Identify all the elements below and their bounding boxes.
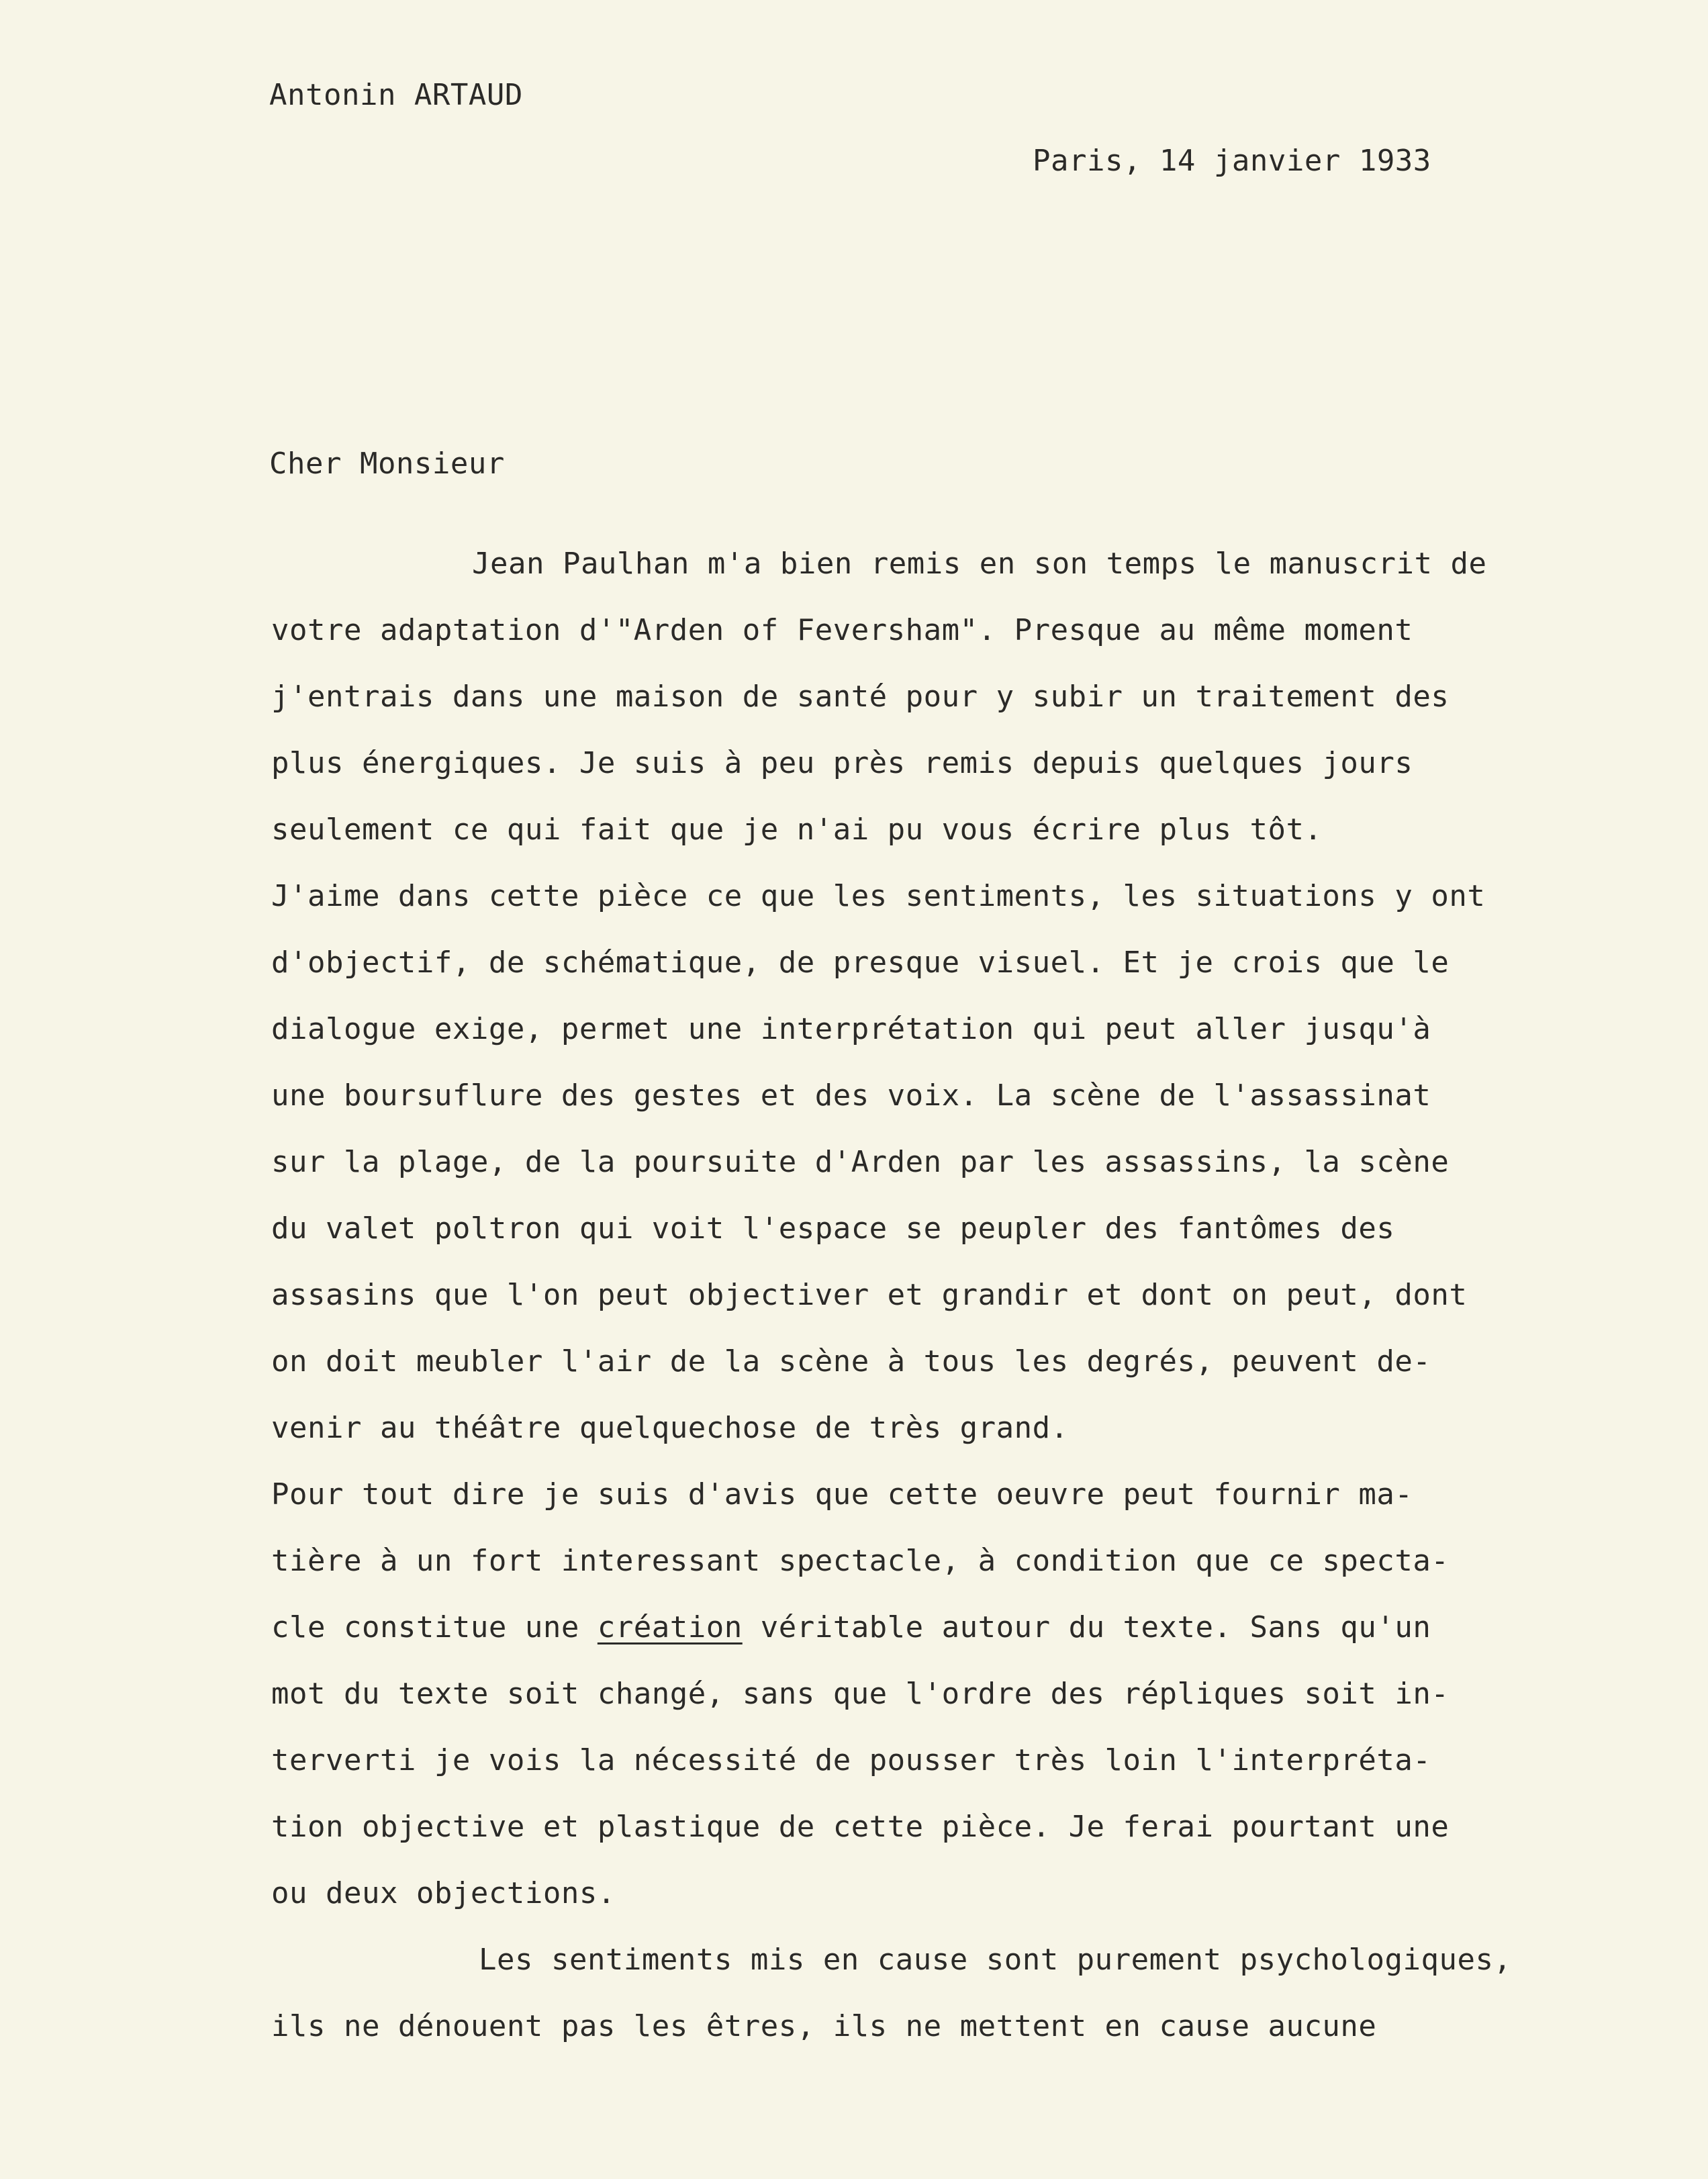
body-line-part: cle constitue une [271,1610,598,1644]
body-line: terverti je vois la nécessité de pousser très loin l'interpréta- [271,1743,1431,1777]
body-line: venir au théâtre quelquechose de très grand. [271,1411,1069,1445]
body-line: Jean Paulhan m'a bien remis en son temps le manuscrit de [472,547,1487,581]
body-line: sur la plage, de la poursuite d'Arden par les assassins, la scène [271,1145,1450,1179]
underlined-word: création [597,1610,743,1644]
body-line-part: véritable autour du texte. Sans qu'un [742,1610,1431,1644]
body-line: Les sentiments mis en cause sont purement psychologiques, [479,1943,1512,1977]
place-date: Paris, 14 janvier 1933 [1033,144,1431,178]
salutation: Cher Monsieur [269,447,505,481]
body-line: on doit meubler l'air de la scène à tous les degrés, peuvent de- [271,1344,1431,1379]
body-line: une boursuflure des gestes et des voix. La scène de l'assassinat [271,1078,1431,1113]
body-line: Pour tout dire je suis d'avis que cette oeuvre peut fournir ma- [271,1477,1413,1512]
body-line: ils ne dénouent pas les êtres, ils ne mettent en cause aucune [271,2009,1377,2043]
body-line: tière à un fort interessant spectacle, à condition que ce specta- [271,1544,1450,1578]
body-line [271,1610,1431,1644]
body-line: tion objective et plastique de cette pièce. Je ferai pourtant une [271,1810,1450,1844]
body-line: mot du texte soit changé, sans que l'ordre des répliques soit in- [271,1677,1450,1711]
body-line: assasins que l'on peut objectiver et grandir et dont on peut, dont [271,1278,1468,1312]
body-line: du valet poltron qui voit l'espace se peupler des fantômes des [271,1211,1395,1246]
body-line: j'entrais dans une maison de santé pour y subir un traitement des [271,680,1450,714]
author-name: Antonin ARTAUD [269,78,523,112]
body-line: votre adaptation d'"Arden of Feversham". Presque au même moment [271,613,1413,647]
body-line: plus énergiques. Je suis à peu près remis depuis quelques jours [271,746,1413,780]
body-line: d'objectif, de schématique, de presque visuel. Et je crois que le [271,945,1450,980]
body-line: seulement ce qui fait que je n'ai pu vous écrire plus tôt. [271,813,1323,847]
body-line: J'aime dans cette pièce ce que les sentiments, les situations y ont [271,879,1486,913]
body-line: ou deux objections. [271,1876,616,1910]
body-line: dialogue exige, permet une interprétation qui peut aller jusqu'à [271,1012,1431,1046]
